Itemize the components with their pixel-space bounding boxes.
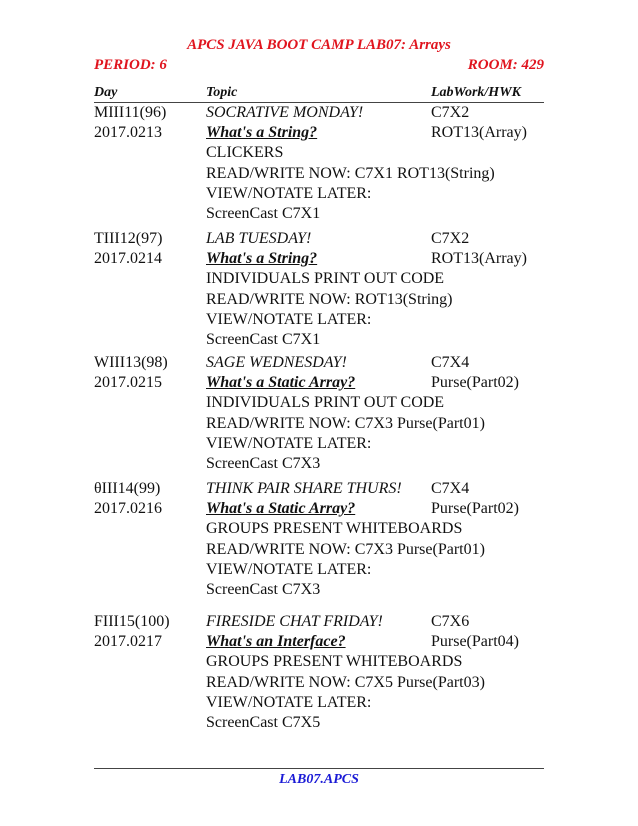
column-header-topic: Topic [206, 85, 238, 100]
entry-question: What's an Interface? [206, 633, 346, 651]
entry-date: 2017.0215 [94, 374, 162, 392]
column-header-labwork: LabWork/HWK [431, 85, 521, 100]
entry-lab: C7X2 [431, 104, 470, 121]
entry-title: THINK PAIR SHARE THURS! [206, 480, 402, 497]
entry-line: GROUPS PRESENT WHITEBOARDS [206, 653, 463, 671]
schedule-entry-monday [94, 103, 544, 224]
footer-divider [94, 768, 544, 769]
entry-line: VIEW/NOTATE LATER: [206, 184, 372, 202]
entry-line: ScreenCast C7X3 [206, 454, 321, 472]
entry-line: READ/WRITE NOW: ROT13(String) [206, 290, 453, 308]
entry-title: FIRESIDE CHAT FRIDAY! [206, 613, 383, 630]
entry-line: VIEW/NOTATE LATER: [206, 434, 372, 452]
entry-line: READ/WRITE NOW: C7X3 Purse(Part01) [206, 540, 485, 558]
entry-question: What's a Static Array? [206, 500, 356, 518]
entry-line: ScreenCast C7X1 [206, 204, 321, 222]
entry-lab: C7X4 [431, 354, 470, 371]
schedule-entry-thursday [94, 479, 544, 600]
entry-line: ScreenCast C7X1 [206, 330, 321, 348]
entry-question: What's a String? [206, 250, 318, 268]
entry-day: WIII13(98) [94, 354, 168, 371]
period-label: PERIOD: 6 [94, 57, 167, 73]
entry-title: SAGE WEDNESDAY! [206, 354, 347, 371]
entry-lab: C7X4 [431, 480, 470, 497]
entry-line: READ/WRITE NOW: C7X5 Purse(Part03) [206, 673, 485, 691]
entry-hwk: ROT13(Array) [431, 250, 527, 268]
entry-date: 2017.0213 [94, 124, 162, 142]
entry-title: LAB TUESDAY! [206, 230, 312, 247]
footer-label: LAB07.APCS [279, 772, 359, 787]
entry-line: CLICKERS [206, 144, 284, 162]
entry-line: GROUPS PRESENT WHITEBOARDS [206, 520, 463, 538]
entry-question: What's a String? [206, 124, 318, 142]
column-header-day: Day [94, 85, 118, 100]
entry-day: MIII11(96) [94, 104, 167, 121]
entry-title: SOCRATIVE MONDAY! [206, 104, 364, 121]
entry-line: READ/WRITE NOW: C7X1 ROT13(String) [206, 164, 495, 182]
entry-line: INDIVIDUALS PRINT OUT CODE [206, 394, 445, 412]
entry-line: VIEW/NOTATE LATER: [206, 310, 372, 328]
entry-line: INDIVIDUALS PRINT OUT CODE [206, 270, 445, 288]
entry-line: ScreenCast C7X5 [206, 713, 321, 731]
schedule-entry-tuesday [94, 229, 544, 350]
column-headers [94, 85, 544, 102]
entry-date: 2017.0217 [94, 633, 162, 651]
entry-hwk: Purse(Part04) [431, 633, 519, 651]
entry-line: VIEW/NOTATE LATER: [206, 560, 372, 578]
schedule-entry-friday [94, 612, 544, 733]
entry-hwk: ROT13(Array) [431, 124, 527, 142]
entry-line: VIEW/NOTATE LATER: [206, 693, 372, 711]
entry-date: 2017.0214 [94, 250, 162, 268]
entry-hwk: Purse(Part02) [431, 374, 519, 392]
entry-lab: C7X6 [431, 613, 470, 630]
entry-lab: C7X2 [431, 230, 470, 247]
entry-date: 2017.0216 [94, 500, 162, 518]
document-title: APCS JAVA BOOT CAMP LAB07: Arrays [187, 37, 451, 53]
entry-day: TIII12(97) [94, 230, 163, 247]
entry-line: ScreenCast C7X3 [206, 580, 321, 598]
room-label: ROOM: 429 [467, 57, 544, 73]
schedule-entry-wednesday [94, 353, 544, 474]
entry-day: FIII15(100) [94, 613, 170, 630]
entry-line: READ/WRITE NOW: C7X3 Purse(Part01) [206, 414, 485, 432]
entry-question: What's a Static Array? [206, 374, 356, 392]
entry-day: θIII14(99) [94, 480, 161, 497]
entry-hwk: Purse(Part02) [431, 500, 519, 518]
